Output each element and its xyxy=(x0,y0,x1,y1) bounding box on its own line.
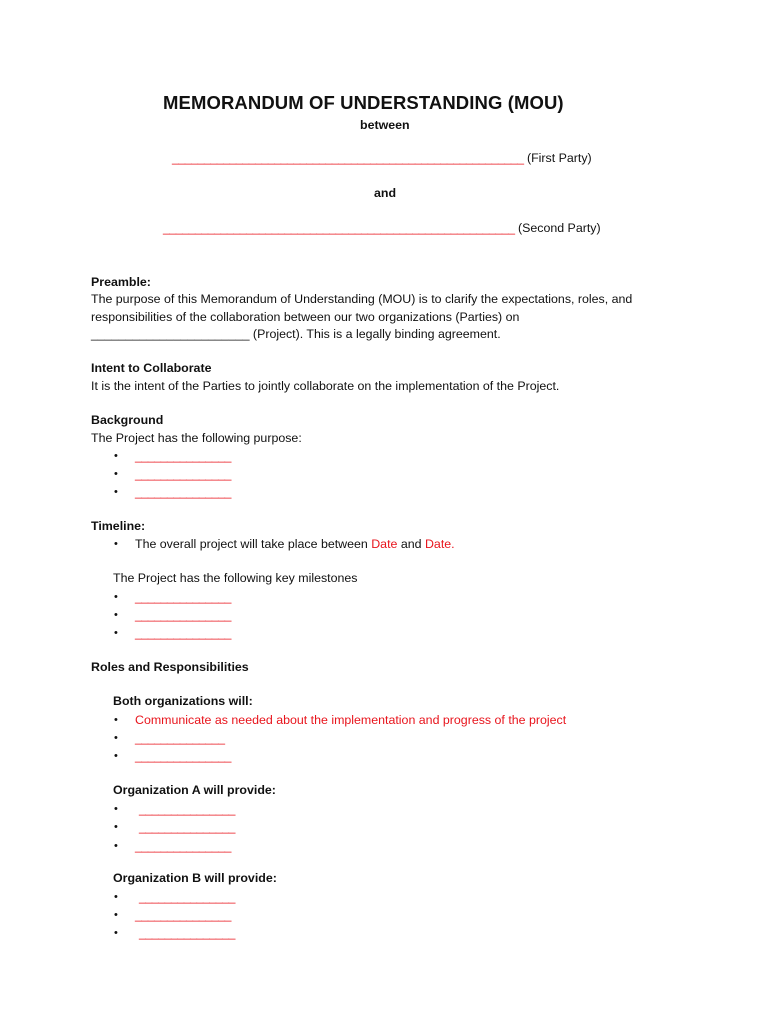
bullet-dot: • xyxy=(114,609,118,621)
end-date: Date. xyxy=(424,537,455,551)
timeline-and: and xyxy=(397,537,425,551)
bullet-dot: • xyxy=(114,714,118,726)
bullet-dot: • xyxy=(114,538,118,550)
org-b-item-3: _______________ xyxy=(139,926,235,940)
bullet-dot: • xyxy=(114,486,118,498)
both-orgs-heading: Both organizations will: xyxy=(113,694,253,708)
both-item-3: _______________ xyxy=(135,749,231,763)
org-b-item-2: _______________ xyxy=(135,908,231,922)
intent-text: It is the intent of the Parties to jointly collaborate on the implementation of the Project. xyxy=(91,379,560,393)
timeline-bullet xyxy=(135,537,455,551)
first-party-label: (First Party) xyxy=(526,151,592,165)
preamble-line-3: _______________________ (Project). This is a legally binding agreement. xyxy=(91,327,501,341)
bullet-dot: • xyxy=(114,909,118,921)
and-label: and xyxy=(374,186,397,200)
org-b-item-1: _______________ xyxy=(139,890,235,904)
intent-heading: Intent to Collaborate xyxy=(91,361,212,375)
second-party-line xyxy=(163,221,601,235)
bullet-dot: • xyxy=(114,591,118,603)
preamble-heading: Preamble: xyxy=(91,275,151,289)
org-a-heading: Organization A will provide: xyxy=(113,783,276,797)
first-party-blank: _______________________________________________________ xyxy=(172,151,524,165)
bullet-dot: • xyxy=(114,840,118,852)
milestone-item-3: _______________ xyxy=(135,626,231,640)
milestone-item-1: _______________ xyxy=(135,590,231,604)
preamble-line-1: The purpose of this Memorandum of Understanding (MOU) is to clarify the expectations, roles, and xyxy=(91,292,633,306)
background-text: The Project has the following purpose: xyxy=(91,431,302,445)
bullet-dot: • xyxy=(114,450,118,462)
milestones-heading: The Project has the following key milestones xyxy=(113,571,358,585)
preamble-line-2: responsibilities of the collaboration between our two organizations (Parties) on xyxy=(91,310,520,324)
bullet-dot: • xyxy=(114,803,118,815)
bullet-dot: • xyxy=(114,891,118,903)
bullet-dot: • xyxy=(114,468,118,480)
milestone-item-2: _______________ xyxy=(135,608,231,622)
first-party-line xyxy=(172,151,592,165)
org-a-item-3: _______________ xyxy=(135,839,231,853)
bullet-dot: • xyxy=(114,732,118,744)
timeline-heading: Timeline: xyxy=(91,519,146,533)
start-date: Date xyxy=(371,537,398,551)
org-a-item-2: _______________ xyxy=(139,820,235,834)
background-heading: Background xyxy=(91,413,164,427)
both-item-2: ______________ xyxy=(135,731,225,745)
background-item-1: _______________ xyxy=(135,449,231,463)
roles-heading: Roles and Responsibilities xyxy=(91,660,249,674)
second-party-label: (Second Party) xyxy=(517,221,601,235)
org-b-heading: Organization B will provide: xyxy=(113,871,277,885)
both-item-1: Communicate as needed about the implementation and progress of the project xyxy=(135,713,567,727)
second-party-blank: _______________________________________________________ xyxy=(163,221,515,235)
background-item-3: _______________ xyxy=(135,485,231,499)
bullet-dot: • xyxy=(114,750,118,762)
document-title: MEMORANDUM OF UNDERSTANDING (MOU) xyxy=(163,92,564,113)
bullet-dot: • xyxy=(114,627,118,639)
timeline-prefix: The overall project will take place between xyxy=(135,537,372,551)
background-item-2: _______________ xyxy=(135,467,231,481)
org-a-item-1: _______________ xyxy=(139,802,235,816)
bullet-dot: • xyxy=(114,821,118,833)
between-label: between xyxy=(360,118,410,132)
bullet-dot: • xyxy=(114,927,118,939)
